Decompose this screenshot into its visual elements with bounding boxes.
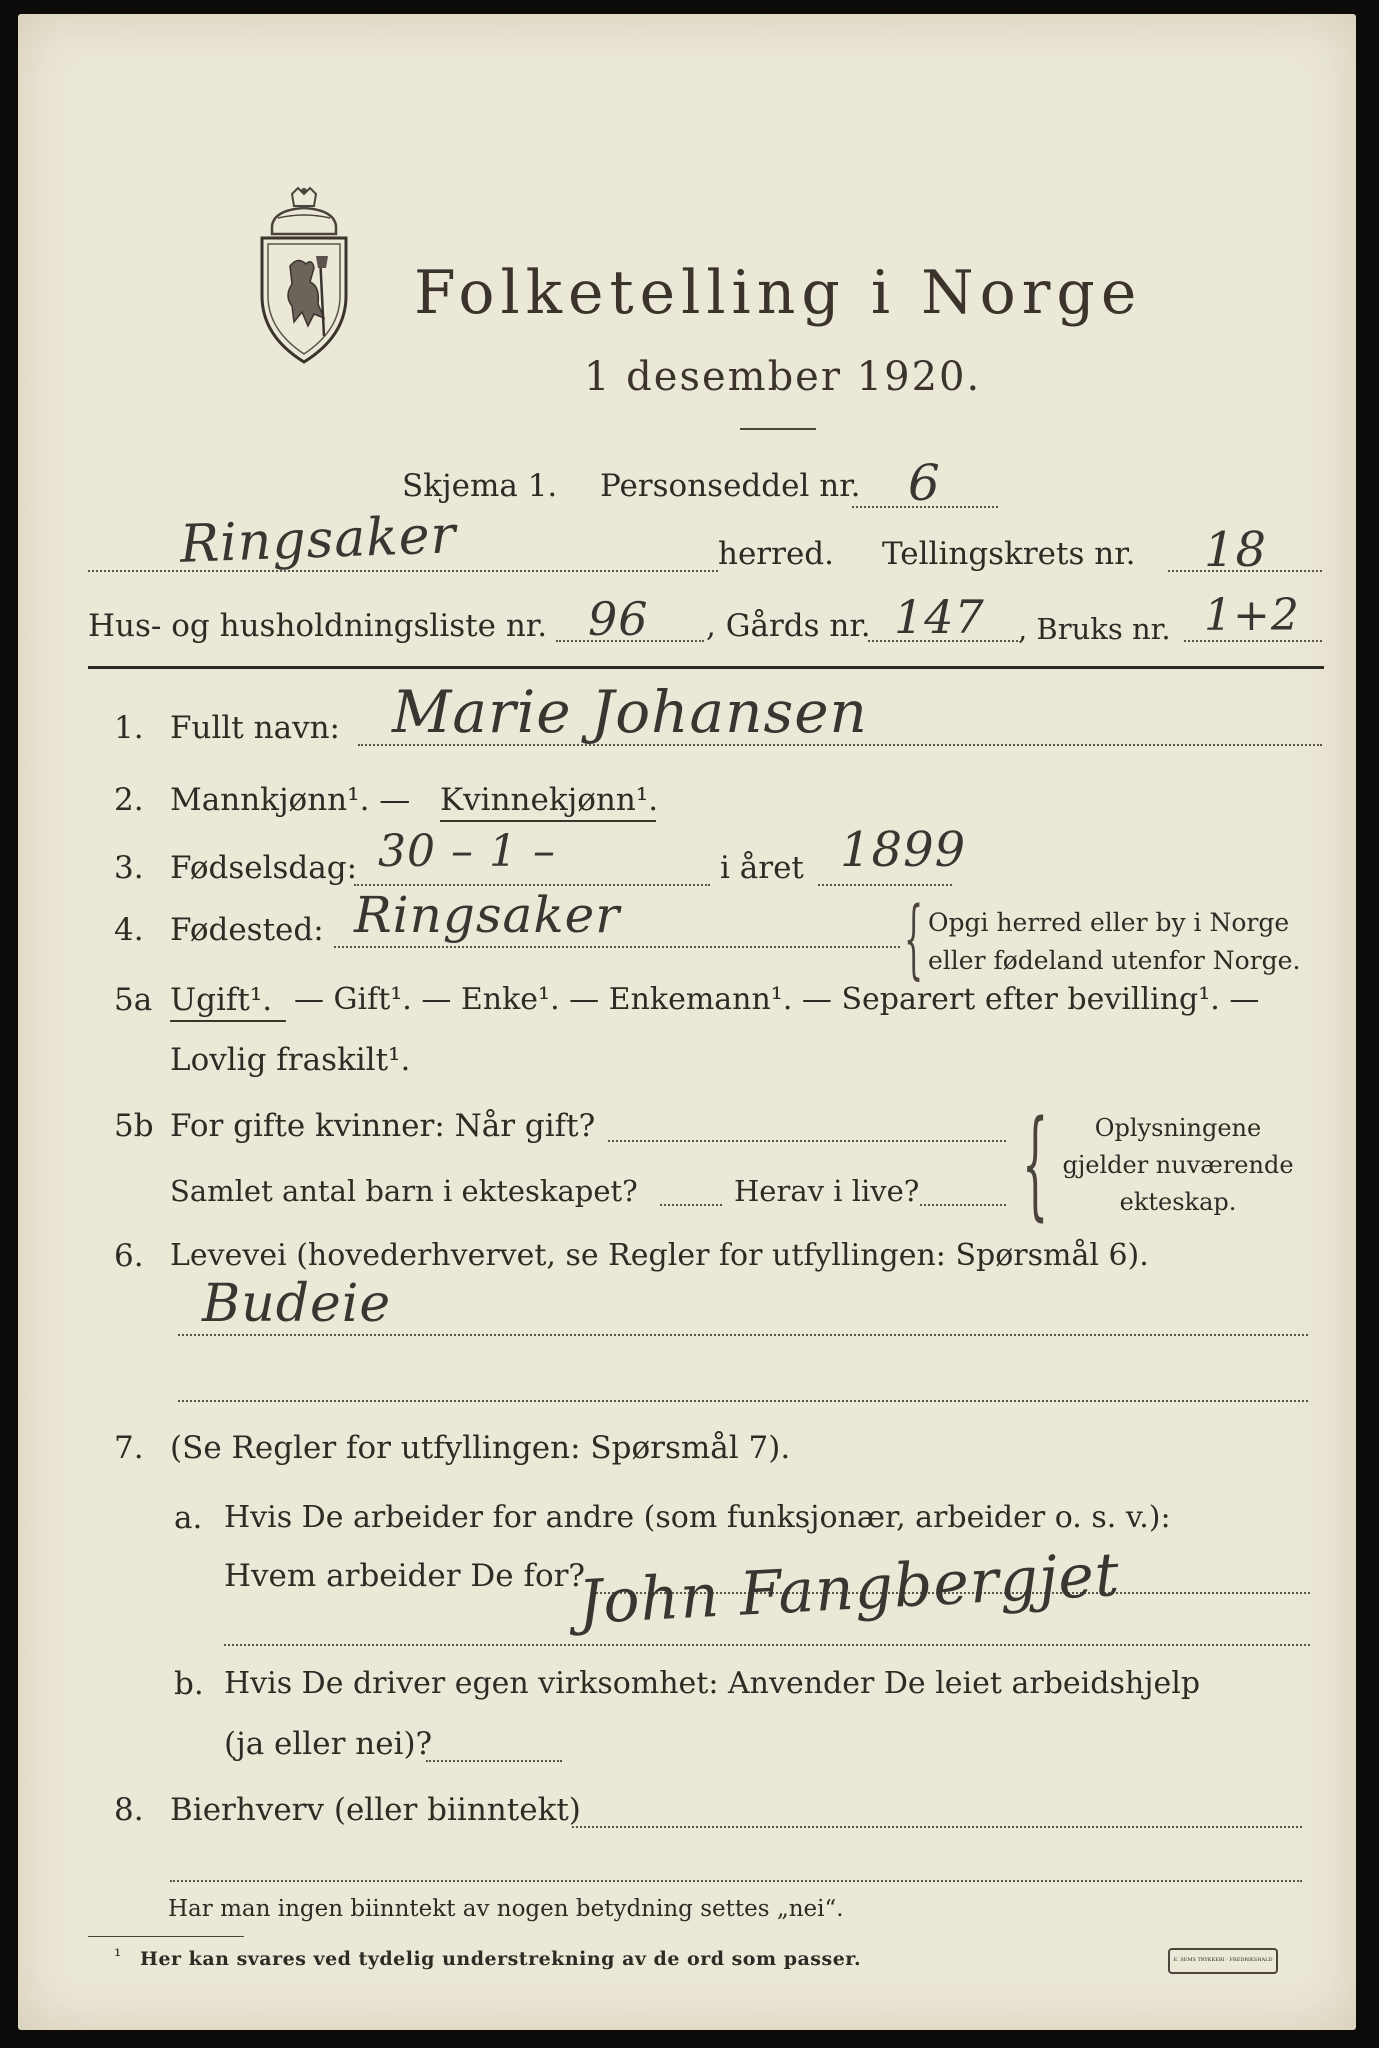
q8-line2: [170, 1880, 1302, 1882]
q4-line: [334, 946, 900, 948]
tellingskrets-label: Tellingskrets nr.: [882, 536, 1136, 572]
header-separator: [88, 666, 1324, 669]
form-title: Folketelling i Norge: [414, 258, 1143, 328]
q5b-note: [1048, 1110, 1308, 1221]
printer-stamp: E. SEMS TRYKKERI · FREDRIKSHALD: [1168, 1948, 1278, 1974]
gards-label: , Gårds nr.: [706, 608, 871, 644]
q5b-when-married-label: For gifte kvinner: Når gift?: [170, 1108, 596, 1144]
bruks-label: , Bruks nr.: [1018, 612, 1171, 646]
q6-number: 6.: [114, 1238, 144, 1274]
footnote-mark: ¹: [114, 1946, 122, 1967]
q7a-employer-label: Hvem arbeider De for?: [224, 1558, 586, 1594]
q4-value[interactable]: Ringsaker: [354, 886, 621, 944]
q5b-when-married-line: [608, 1140, 1006, 1142]
q5b-note-line3: ekteskap.: [1119, 1188, 1237, 1216]
q3-label: Fødselsdag:: [170, 850, 358, 886]
schema-label: Skjema 1.: [402, 468, 558, 504]
q5a-divorced-option[interactable]: Lovlig fraskilt¹.: [170, 1042, 411, 1078]
footnote-divider: [88, 1936, 244, 1937]
footnote-text: Her kan svares ved tydelig understrekning av de ord som passer.: [140, 1948, 862, 1970]
q7a-letter: a.: [174, 1500, 203, 1536]
q4-label: Fødested:: [170, 912, 324, 948]
personseddel-value[interactable]: 6: [908, 454, 941, 512]
q5a-selection-underline: [170, 1020, 286, 1022]
q5a-other-options[interactable]: — Gift¹. — Enke¹. — Enkemann¹. — Separert efter bevilling¹. —: [294, 982, 1260, 1017]
q4-number: 4.: [114, 912, 144, 948]
q8-label: Bierhverv (eller biinntekt): [170, 1792, 581, 1828]
q8-line1: [572, 1826, 1302, 1828]
herred-label: herred.: [718, 536, 834, 572]
q6-label: Levevei (hovederhvervet, se Regler for utfyllingen: Spørsmål 6).: [170, 1238, 1149, 1273]
husliste-label: Hus- og husholdningsliste nr.: [88, 608, 548, 644]
gards-value[interactable]: 147: [894, 590, 985, 644]
q1-number: 1.: [114, 710, 144, 746]
q5b-alive-line: [920, 1204, 1006, 1206]
bruks-value[interactable]: 1+2: [1204, 590, 1300, 641]
coat-of-arms-icon: [254, 186, 354, 366]
title-divider: [740, 428, 816, 430]
personseddel-label: Personseddel nr.: [600, 468, 861, 504]
q2-number: 2.: [114, 782, 144, 818]
q7a-line1: Hvis De arbeider for andre (som funksjonær, arbeider o. s. v.):: [224, 1500, 1171, 1535]
q7a-employer-value[interactable]: John Fangbergjet: [576, 1539, 1122, 1639]
q2-selection-underline: [440, 820, 656, 822]
footer-note: Har man ingen biinntekt av nogen betydning settes „nei“.: [168, 1896, 844, 1922]
q2-male-option[interactable]: Mannkjønn¹. —: [170, 782, 411, 818]
q3-year-value[interactable]: 1899: [840, 822, 967, 878]
husliste-value[interactable]: 96: [588, 592, 649, 646]
q4-note-line1: Opgi herred eller by i Norge: [928, 908, 1290, 937]
q5b-children-label: Samlet antal barn i ekteskapet?: [170, 1174, 638, 1208]
q5b-note-line1: Oplysningene: [1094, 1114, 1262, 1142]
census-date: 1 desember 1920.: [584, 354, 982, 400]
q1-label: Fullt navn:: [170, 710, 340, 746]
q6-line2: [178, 1400, 1308, 1402]
q5b-note-brace: {: [1022, 1094, 1049, 1232]
census-form-page: [18, 14, 1356, 2030]
herred-value[interactable]: Ringsaker: [179, 505, 458, 575]
q6-value[interactable]: Budeie: [202, 1274, 392, 1334]
q7b-line1: Hvis De driver egen virksomhet: Anvender De leiet arbeidshjelp: [224, 1666, 1201, 1701]
q5a-number: 5a: [114, 982, 153, 1018]
q7a-line2: [224, 1644, 1310, 1646]
q4-note-line2: eller fødeland utenfor Norge.: [928, 946, 1301, 975]
tellingskrets-value[interactable]: 18: [1204, 522, 1268, 578]
q3-number: 3.: [114, 850, 144, 886]
q7b-line2: (ja eller nei)?: [224, 1726, 433, 1762]
q5b-children-line: [660, 1204, 722, 1206]
q7b-letter: b.: [174, 1666, 204, 1702]
q1-value[interactable]: Marie Johansen: [392, 678, 868, 746]
q3-value[interactable]: 30 – 1 –: [378, 826, 556, 877]
q8-number: 8.: [114, 1792, 144, 1828]
q7-number: 7.: [114, 1430, 144, 1466]
q4-note-brace: {: [904, 889, 924, 989]
q3-year-line: [818, 884, 952, 886]
q5b-alive-label: Herav i live?: [734, 1174, 920, 1208]
q5b-number: 5b: [114, 1108, 154, 1144]
q5a-unmarried-option[interactable]: Ugift¹.: [170, 982, 273, 1018]
q5b-note-line2: gjelder nuværende: [1062, 1151, 1294, 1179]
q6-line1: [178, 1334, 1308, 1336]
q3-year-label: i året: [720, 850, 804, 886]
q2-female-option[interactable]: Kvinnekjønn¹.: [440, 782, 659, 818]
q7-label: (Se Regler for utfyllingen: Spørsmål 7).: [170, 1430, 791, 1466]
q7b-line: [426, 1760, 562, 1762]
